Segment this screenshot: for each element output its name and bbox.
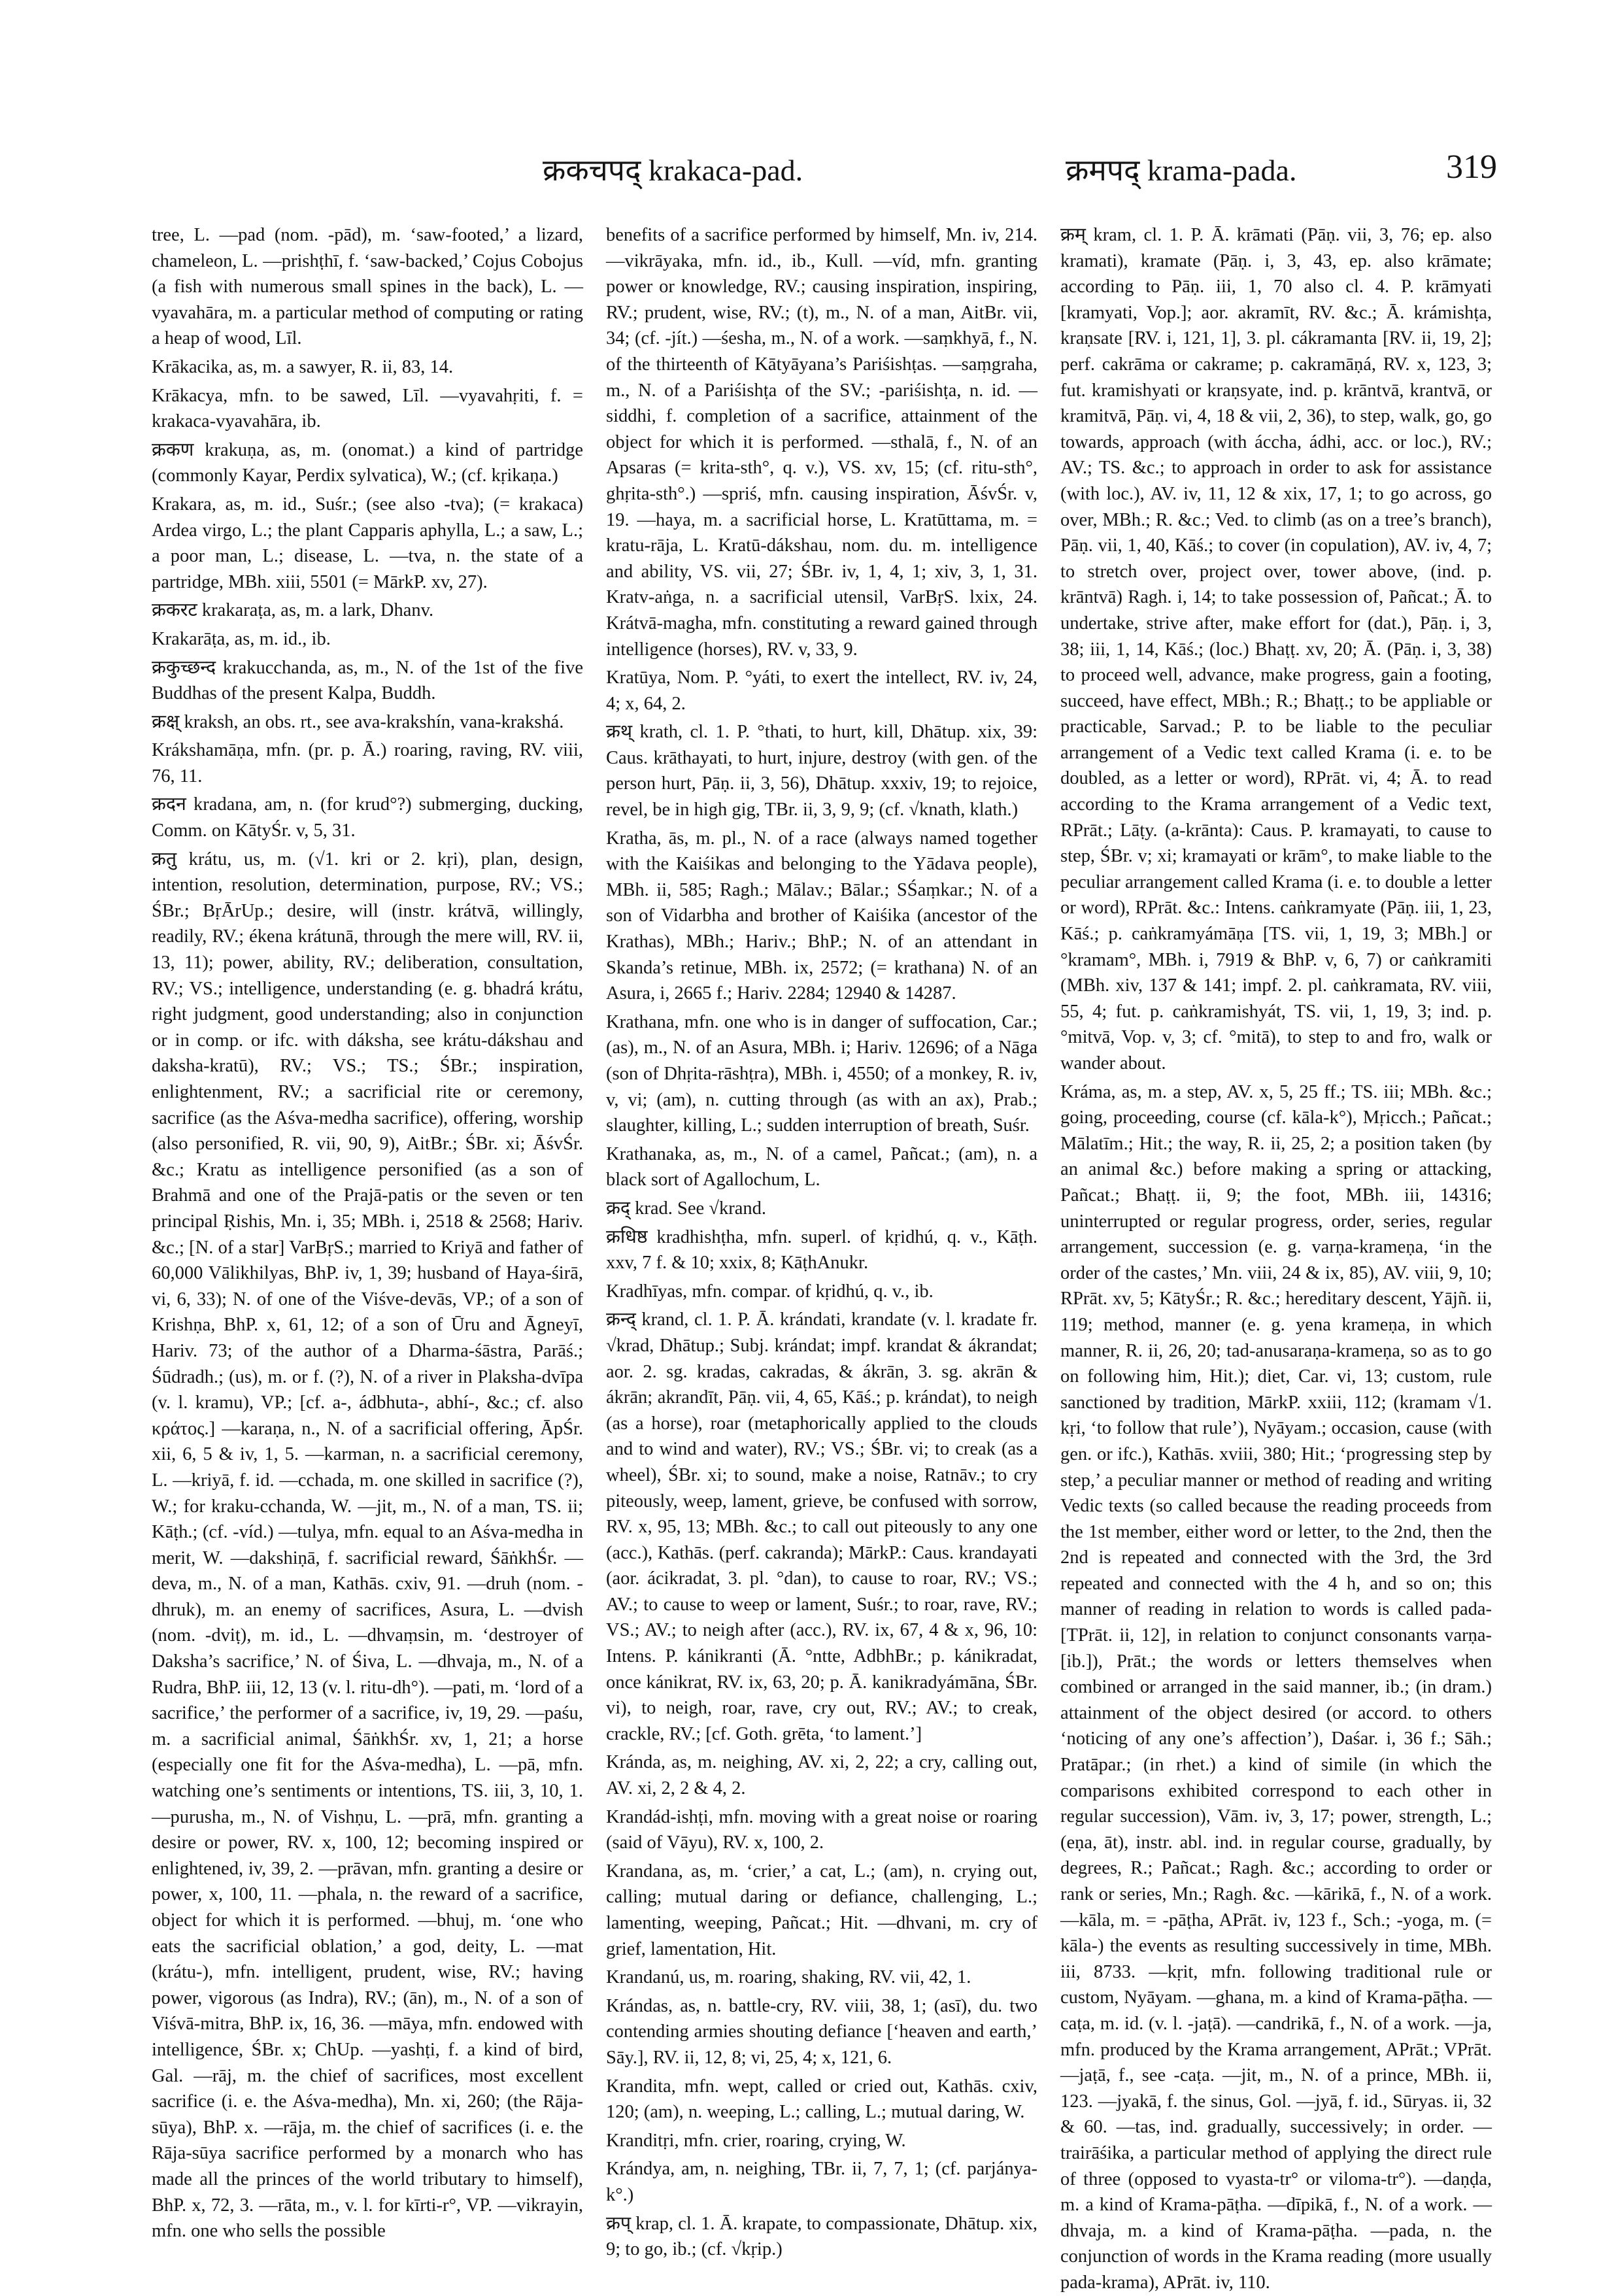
dictionary-entry: Kratūya, Nom. P. °yáti, to exert the intellect, RV. iv, 24, 4; x, 64, 2. [606, 667, 1037, 714]
dictionary-entry: Krandana, as, m. ‘crier,’ a cat, L.; (am), n. crying out, calling; mutual daring or defiance, challenging, L.; lamenting, weeping, Pañcat.; Hit. —dhvani, m. cry of grief, lamentation, Hit. [606, 1861, 1037, 1959]
dictionary-entry: क्रदन kradana, am, n. (for krud°?) submerging, ducking, Comm. on KātyŚr. v, 5, 31. [152, 794, 583, 841]
dictionary-entry: Krakara, as, m. id., Suśr.; (see also -tva); (= krakaca) Ardea virgo, L.; the plant Capparis aphylla, L.; a saw, L.; a poor man, L.; disease, L. —tva, n. the state of a partridge, MBh. xiii, 5501 (= MārkP. xv, 27). [152, 494, 583, 592]
page-number: 319 [1446, 148, 1497, 186]
dictionary-entry: क्रकण krakuṇa, as, m. (onomat.) a kind of partridge (commonly Kayar, Perdix sylvatica), W.; (cf. kṛikaṇa.) [152, 439, 583, 486]
column-3 [1060, 222, 1492, 2293]
dictionary-entry: Krandád-ishṭi, mfn. moving with a great noise or roaring (said of Vāyu), RV. x, 100, 2. [606, 1806, 1037, 1853]
dictionary-entry: क्रम् kram, cl. 1. P. Ā. krāmati (Pāṇ. vii, 3, 76; ep. also kramati), kramate (Pāṇ. i, 3, 43, ep. also krāmate; according to Pāṇ. iii, 1, 70 also cl. 4. P. krāmyati [kramyati, Vop.]; aor. akramīt, RV. &c.; Ā. krámishṭa, kraṇsate [RV. i, 121, 1], 3. pl. cákramanta [RV. ii, 19, 2]; perf. cakrāma or cakrame; p. cakramāṇá, RV. x, 123, 3; fut. kramishyati or kraṇsyate, ind. p. krāntvā, krantvā, or kramitvā, Pāṇ. vi, 4, 18 & vii, 2, 36), to step, walk, go, go towards, approach (with áccha, ádhi, acc. or loc.), RV.; AV.; TS. &c.; to approach in order to ask for assistance (with loc.), AV. iv, 11, 12 & xix, 17, 1; to go across, go over, MBh.; R. &c.; Ved. to climb (as on a tree’s branch), Pāṇ. vii, 1, 40, Kāś.; to cover (in copulation), AV. iv, 4, 7; to stretch over, project over, tower above, (ind. p. krāntvā) Ragh. i, 14; to take possession of, Pañcat.; Ā. to undertake, strive after, make effort for (dat.), Pāṇ. i, 3, 38; iii, 1, 14, Kāś.; (loc.) Bhaṭṭ. xv, 20; Ā. (Pāṇ. i, 3, 38) to proceed well, advance, make progress, gain a footing, succeed, have effect, MBh.; R.; Bhaṭṭ.; to be appliable or practicable, Sarvad.; P. to be liable to the peculiar arrangement of a Vedic text called Krama (i. e. to be doubled, as a letter or word), RPrāt. vi, 4; Ā. to read according to the Krama arrangement of a Vedic text, RPrāt.; Lāṭy. (a-krānta): Caus. P. kramayati, to cause to step, ŚBr. v; xi; kramayati or krām°, to make liable to the peculiar arrangement called Krama (i. e. to double a letter or word), RPrāt. &c.: Intens. caṅkramyate (Pāṇ. iii, 1, 23, Kāś.; p. caṅkramyámāṇa [TS. vii, 1, 19, 3; MBh.] or °kramam°, MBh. i, 7919 & BhP. v, 6, 7) or caṅkramiti (MBh. xiv, 137 & 141; impf. 2. pl. caṅkramata, RV. viii, 55, 4; fut. p. caṅkramishyát, TS. vii, 1, 19, 3; ind. p. °mitvā, Vop. v, 3; cf. °mitā), to step to and fro, walk or wander about. [1060, 225, 1492, 1073]
dictionary-entry: Kráma, as, m. a step, AV. x, 5, 25 ff.; TS. iii; MBh. &c.; going, proceeding, course (cf. kāla-k°), Mṛicch.; Pañcat.; Mālatīm.; Hit.; the way, R. ii, 25, 2; a position taken (by an animal &c.) before making a spring or attacking, Pañcat.; Bhaṭṭ. ii, 9; the foot, MBh. iii, 14316; uninterrupted or regular progress, order, series, regular arrangement, succession (e. g. varṇa-krameṇa, ‘in the order of the castes,’ Mn. viii, 24 & ix, 85), AV. viii, 9, 10; RPrāt. xv, 5; KātyŚr.; R. &c.; hereditary descent, Yājñ. ii, 119; method, manner (e. g. yena krameṇa, in which manner, R. ii, 26, 20; tad-anusaraṇa-krameṇa, so as to go on following him, Hit.); diet, Car. vi, 13; custom, rule sanctioned by tradition, MārkP. xxiii, 112; (kramam √1. kṛi, ‘to follow that rule’), Nyāyam.; occasion, cause (with gen. or ifc.), Kathās. xviii, 380; Hit.; ‘progressing step by step,’ a peculiar manner or method of reading and writing Vedic texts (so called because the reading proceeds from the 1st member, either word or letter, to the 2nd, then the 2nd is repeated and connected with the 3rd, the 3rd repeated and connected with the 4 h, and so on; this manner of reading in relation to words is called pada- [TPrāt. ii, 12], in relation to conjunct consonants varṇa- [ib.]), Prāt.; the words or letters themselves when combined or arranged in the said manner, ib.; (in dram.) attainment of the object desired (or accord. to others ‘noticing of any one’s affection’), Daśar. i, 36 f.; Sāh.; Pratāpar.; (in rhet.) a kind of simile (in which the comparisons exhibited correspond to each other in regular succession), Vām. iv, 3, 17; power, strength, L.; (eṇa, āt), instr. abl. ind. in regular course, gradually, by degrees, R.; Pañcat.; Ragh. &c.; according to order or rank or series, Mn.; Ragh. &c. —kārikā, f., N. of a work. —kāla, m. = -pāṭha, APrāt. iv, 123 f., Sch.; -yoga, m. (= kāla-) the events as resulting successively in time, MBh. iii, 8733. —kṛit, mfn. following traditional rule or custom, Nyāyam. —ghana, m. a kind of Krama-pāṭha. —caṭa, m. id. (v. l. -jaṭā). —candrikā, f., N. of a work. —ja, mfn. produced by the Krama arrangement, APrāt.; VPrāt. —jaṭā, f., see -caṭa. —jit, m., N. of a prince, MBh. ii, 123. —jyakā, f. the sinus, Gol. —jyā, f. id., Sūryas. ii, 32 & 60. —tas, ind. gradually, successively; in order. —trairāśika, a particular method of applying the direct rule of three (opposed to vyasta-tr° or viloma-tr°). —daṇḍa, m. a kind of Krama-pāṭha. —dīpikā, f., N. of a work. —dhvaja, m. a kind of Krama-pāṭha. —pada, n. the conjunction of words in the Krama reading (more usually pada-krama), APrāt. iv, 110. [1060, 1081, 1492, 2293]
dictionary-entry: क्रकुच्छन्द krakucchanda, as, m., N. of the 1st of the five Buddhas of the present Kalpa, Buddh. [152, 657, 583, 704]
dictionary-entry: Kradhīyas, mfn. compar. of kṛidhú, q. v., ib. [606, 1281, 934, 1302]
dictionary-entry: Krakarāṭa, as, m. id., ib. [152, 628, 331, 649]
page-header [150, 145, 1497, 191]
column-2 [606, 222, 1037, 2260]
dictionary-entry: Krākacya, mfn. to be sawed, Līl. —vyavahṛiti, f. = krakaca-vyavahāra, ib. [152, 385, 583, 432]
dictionary-entry: Krathanaka, as, m., N. of a camel, Pañcat.; (am), n. a black sort of Agallochum, L. [606, 1143, 1037, 1190]
right-running-headword: क्रमपद् krama-pada. [1066, 154, 1297, 187]
dictionary-entry: Krākacika, as, m. a sawyer, R. ii, 83, 14. [152, 356, 454, 377]
dictionary-entry: Krathana, mfn. one who is in danger of suffocation, Car.; (as), m., N. of an Asura, MBh. i; Hariv. 12696; of a Nāga (son of Dhṛita-rāshṭra), MBh. i, 4550; of a monkey, R. iv, v, vi; (am), n. cutting through (as with an ax), Prab.; slaughter, killing, L.; sudden interruption of breath, Suśr. [606, 1011, 1037, 1136]
dictionary-entry: क्रधिष्ठ kradhishṭha, mfn. superl. of kṛidhú, q. v., Kāṭh. xxv, 7 f. & 10; xxix, 8; KāṭhAnukr. [606, 1226, 1037, 1274]
dictionary-entry: क्रद् krad. See √krand. [606, 1198, 766, 1219]
column-1 [152, 222, 583, 2242]
dictionary-entry: Kratha, ās, m. pl., N. of a race (always named together with the Kaiśikas and belonging to the Yādava people), MBh. ii, 585; Ragh.; Mālav.; Bālar.; SŚaṃkar.; N. of a son of Vidarbha and brother of Kaiśika (ancestor of the Krathas), MBh.; Hariv.; BhP.; N. of an attendant in Skanda’s retinue, MBh. ix, 2572; (= krathana) N. of an Asura, i, 2665 f.; Hariv. 2284; 12940 & 14287. [606, 828, 1037, 1004]
dictionary-entry: क्रकरट krakaraṭa, as, m. a lark, Dhanv. [152, 600, 434, 621]
dictionary-entry: क्रक्ष् kraksh, an obs. rt., see ava-krakshín, vana-krakshá. [152, 711, 564, 732]
dictionary-entry: Krandita, mfn. wept, called or cried out, Kathās. cxiv, 120; (am), n. weeping, L.; calling, L.; mutual daring, W. [606, 2076, 1037, 2123]
dictionary-entry: tree, L. —pad (nom. -pād), m. ‘saw-footed,’ a lizard, chameleon, L. —prishṭhī, f. ‘saw-backed,’ Cojus Cobojus (a fish with numerous small spines in the back), L. —vyavahāra, m. a particular method of computing or rating a heap of wood, Līl. [152, 225, 583, 349]
dictionary-entry: क्रतु krátu, us, m. (√1. kri or 2. kṛi), plan, design, intention, resolution, determination, purpose, RV.; VS.; ŚBr.; BṛĀrUp.; desire, will (instr. krátvā, willingly, readily, RV.; ékena krátunā, through the mere will, RV. ii, 13, 11); power, ability, RV.; deliberation, consultation, RV.; VS.; intelligence, understanding (e. g. bhadrá krátu, right judgment, good understanding; also in conjunction or in comp. or ifc. with dáksha, see krátu-dákshau and daksha-kratū), RV.; VS.; TS.; ŚBr.; inspiration, enlightenment, RV.; a sacrificial rite or ceremony, sacrifice (as the Aśva-medha sacrifice), offering, worship (also personified, R. vii, 90, 9), AitBr.; ŚBr. xi; ĀśvŚr. &c.; Kratu as intelligence personified (as a son of Brahmā and one of the Prajā-patis or the seven or ten principal Ṛishis, Mn. i, 35; MBh. i, 2518 & 2568; Hariv. &c.; [N. of a star] VarBṛS.; married to Kriyā and father of 60,000 Vālikhilyas, BhP. iv, 1, 39; husband of Haya-śirā, vi, 6, 33); N. of one of the Viśve-devās, VP.; of a son of Krishṇa, BhP. x, 61, 12; of a son of Ūru and Āgneyī, Hariv. 73; of the author of a Dharma-śāstra, Parāś.; Śūdradh.; (us), m. or f. (?), N. of a river in Plaksha-dvīpa (v. l. kramu), VP.; [cf. a-, ádbhuta-, abhí-, &c.; cf. also κράτος.] —karaṇa, n., N. of a sacrificial offering, ĀpŚr. xii, 6, 5 & iv, 1, 5. —karman, n. a sacrificial ceremony, L. —kriyā, f. id. —cchada, m. one skilled in sacrifice (?), W.; for kraku-cchanda, W. —jit, m., N. of a man, TS. ii; Kāṭh.; (cf. -víd.) —tulya, mfn. equal to an Aśva-medha in merit, W. —dakshiṇā, f. sacrificial reward, ŚāṅkhŚr. —deva, m., N. of a man, Kathās. cxiv, 91. —druh (nom. -dhruk), m. an enemy of sacrifices, Asura, L. —dvish (nom. -dviṭ), m. id., L. —dhvaṃsin, m. ‘destroyer of Daksha’s sacrifice,’ N. of Śiva, L. —dhvaja, m., N. of a Rudra, BhP. iii, 12, 13 (v. l. ritu-dh°). —pati, m. ‘lord of a sacrifice,’ the performer of a sacrifice, iv, 19, 29. —paśu, m. a sacrificial animal, ŚāṅkhŚr. xv, 1, 21; a horse (especially one fit for the Aśva-medha), L. —pā, mfn. watching one’s sentiments or intentions, TS. iii, 3, 10, 1. —purusha, m., N. of Vishṇu, L. —prā, mfn. granting a desire or power, RV. x, 100, 12; becoming inspired or enlightened, iv, 39, 2. —prāvan, mfn. granting a desire or power, x, 100, 11. —phala, n. the reward of a sacrifice, object for which it is performed. —bhuj, m. ‘one who eats the sacrificial oblation,’ a god, deity, L. —mat (krátu-), mfn. intelligent, prudent, wise, RV.; having power, vigorous (as Indra), RV.; (ān), m., N. of a son of Viśvā-mitra, BhP. ix, 16, 36. —māya, mfn. endowed with intelligence, ŚBr. x; ChUp. —yashṭi, f. a kind of bird, Gal. —rāj, m. the chief of sacrifices, most excellent sacrifice (i. e. the Aśva-medha), Mn. xi, 260; (the Rāja-sūya), BhP. x. —rāja, m. the chief of sacrifices (i. e. the Rāja-sūya sacrifice performed by a monarch who has made all the princes of the world tributary to himself), BhP. x, 72, 3. —rāta, m., v. l. for kīrti-r°, VP. —vikrayin, mfn. one who sells the possible [152, 849, 583, 2242]
dictionary-entry: Kránda, as, m. neighing, AV. xi, 2, 22; a cry, calling out, AV. xi, 2, 2 & 4, 2. [606, 1752, 1037, 1799]
dictionary-entry: Kranditṛi, mfn. crier, roaring, crying, W. [606, 2130, 906, 2151]
dictionary-entry: Krandanú, us, m. roaring, shaking, RV. vii, 42, 1. [606, 1967, 971, 1988]
dictionary-entry: Krákshamāṇa, mfn. (pr. p. Ā.) roaring, raving, RV. viii, 76, 11. [152, 740, 583, 786]
dictionary-entry: क्रथ् krath, cl. 1. P. °thati, to hurt, kill, Dhātup. xix, 39: Caus. krāthayati, to hurt, injure, destroy (with gen. of the person hurt, Pāṇ. ii, 3, 56), Dhātup. xxxiv, 19; to rejoice, revel, be in high gig, TBr. ii, 3, 9, 9; (cf. √knath, klath.) [606, 722, 1037, 820]
dictionary-entry: Krándya, am, n. neighing, TBr. ii, 7, 7, 1; (cf. parjánya-k°.) [606, 2159, 1037, 2205]
dictionary-entry: क्रन्द् krand, cl. 1. P. Ā. krándati, krandate (v. l. kradate fr. √krad, Dhātup.; Subj. krándat; impf. krandat & ákrandat; aor. 2. sg. kradas, cakradas, & ákrān, 3. sg. akrān & ákrān; akrandīt, Pāṇ. vii, 4, 65, Kāś.; p. krándat), to neigh (as a horse), roar (metaphorically applied to the clouds and to wind and water), RV.; VS.; ŚBr. vi; to creak (as a wheel), ŚBr. xi; to sound, make a noise, Ratnāv.; to cry piteously, weep, lament, grieve, be confused with sorrow, RV. x, 95, 13; MBh. &c.; to call out piteously to any one (acc.), Kathās. (perf. cakranda); MārkP.: Caus. krandayati (aor. ácikradat, 3. pl. °dan), to cause to roar, RV.; VS.; AV.; to cause to weep or lament, Suśr.; to roar, rave, RV.; VS.; AV.; to neigh after (acc.), RV. ix, 67, 4 & x, 96, 10: Intens. P. kánikranti (Ā. °ntte, AdbhBr.; p. kánikradat, once kánikrat, RV. ix, 63, 20; p. Ā. kanikradyámāna, ŚBr. vi), to neigh, roar, rave, cry out, RV.; AV.; to creak, crackle, RV.; [cf. Goth. grēta, ‘to lament.’] [606, 1309, 1037, 1744]
left-running-headword: क्रकचपद् krakaca-pad. [543, 154, 803, 187]
dictionary-entry: Krándas, as, n. battle-cry, RV. viii, 38, 1; (asī), du. two contending armies shouting defiance [‘heaven and earth,’ Sāy.], RV. ii, 12, 8; vi, 25, 4; x, 121, 6. [606, 1995, 1037, 2068]
dictionary-entry: क्रप् krap, cl. 1. Ā. krapate, to compassionate, Dhātup. xix, 9; to go, ib.; (cf. √kṛip.) [606, 2213, 1037, 2260]
dictionary-entry: benefits of a sacrifice performed by himself, Mn. iv, 214. —vikrāyaka, mfn. id., ib., Kull. —víd, mfn. granting power or knowledge, RV.; causing inspiration, inspiring, RV.; prudent, wise, RV.; (t), m., N. of a man, AitBr. vii, 34; (cf. -jít.) —śesha, m., N. of a work. —saṃkhyā, f., N. of the thirteenth of Kātyāyana’s Pariśishṭas. —saṃgraha, m., N. of a Pariśishṭa of the SV.; -pariśishṭa, n. id. —siddhi, f. completion of a sacrifice, attainment of the object for which it is performed. —sthalā, f., N. of an Apsaras (= krita-sth°, q. v.), VS. xv, 15; (cf. ritu-sth°, ghṛita-sth°.) —spriś, mfn. causing inspiration, ĀśvŚr. v, 19. —haya, m. a sacrificial horse, L. Kratūttama, m. = kratu-rāja, L. Kratū-dákshau, nom. du. m. intelligence and ability, VS. vii, 27; ŚBr. iv, 1, 4, 1; xiv, 3, 1, 31. Kratv-aṅga, n. a sacrificial utensil, VarBṛS. lxix, 24. Krátvā-magha, mfn. constituting a reward gained through intelligence (horses), RV. v, 33, 9. [606, 225, 1037, 660]
